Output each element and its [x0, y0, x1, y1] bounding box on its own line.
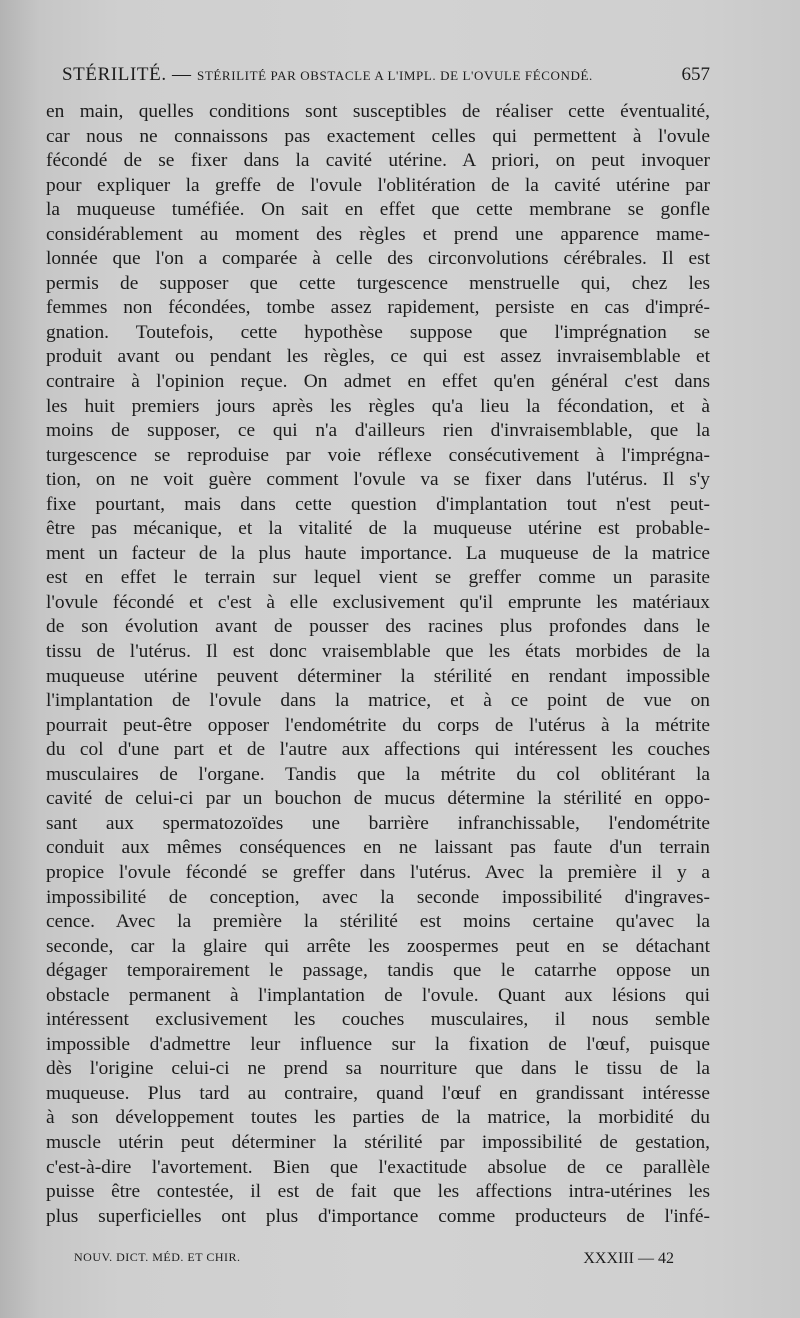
text-line: c'est-à-dire l'avortement. Bien que l'exactitude absolue de ce parallèle: [46, 1156, 710, 1178]
text-line: gnation. Toutefois, cette hypothèse suppose que l'imprégnation se: [46, 321, 710, 343]
text-line: permis de supposer que cette turgescence menstruelle qui, chez les: [46, 272, 710, 294]
text-line: est en effet le terrain sur lequel vient se greffer comme un parasite: [46, 567, 710, 589]
text-line: cence. Avec la première la stérilité est moins certaine qu'avec la: [46, 911, 710, 933]
header-title: [62, 64, 593, 86]
text-line: car nous ne connaissons pas exactement celles qui permettent à l'ovule: [46, 125, 710, 147]
text-line: sant aux spermatozoïdes une barrière infranchissable, l'endométrite: [46, 812, 710, 834]
header-section: STÉRILITÉ.: [62, 64, 167, 85]
text-line: impossibilité de conception, avec la seconde impossibilité d'ingraves-: [46, 886, 710, 908]
text-line: produit avant ou pendant les règles, ce qui est assez invraisemblable et: [46, 346, 710, 368]
text-line: être pas mécanique, et la vitalité de la muqueuse utérine est probable-: [46, 518, 710, 540]
text-line: impossible d'admettre leur influence sur la fixation de l'œuf, puisque: [46, 1033, 710, 1055]
text-line: muscle utérin peut déterminer la stérilité par impossibilité de gestation,: [46, 1131, 710, 1153]
text-line: intéressent exclusivement les couches musculaires, il nous semble: [46, 1009, 710, 1031]
text-line: la muqueuse tuméfiée. On sait en effet que cette membrane se gonfle: [46, 199, 710, 221]
footer-signature: XXXIII — 42: [583, 1250, 674, 1267]
text-line: à son développement toutes les parties de la matrice, la morbidité du: [46, 1107, 710, 1129]
text-line: cavité de celui-ci par un bouchon de mucus détermine la stérilité en oppo-: [46, 788, 710, 810]
text-line: en main, quelles conditions sont susceptibles de réaliser cette éventualité,: [46, 101, 710, 122]
text-line: contraire à l'opinion reçue. On admet en effet qu'en général c'est dans: [46, 371, 710, 393]
text-line: pourrait peut-être opposer l'endométrite du corps de l'utérus à la métrite: [46, 714, 710, 736]
page-number: 657: [681, 64, 710, 85]
text-line: pour expliquer la greffe de l'ovule l'oblitération de la cavité utérine par: [46, 174, 710, 196]
text-line: tissu de l'utérus. Il est donc vraisemblable que les états morbides de la: [46, 641, 710, 663]
text-line: musculaires de l'organe. Tandis que la métrite du col oblitérant la: [46, 763, 710, 785]
text-line: l'implantation de l'ovule dans la matrice, et à ce point de vue on: [46, 690, 710, 712]
header-subtitle: STÉRILITÉ PAR OBSTACLE A L'IMPL. DE L'OVULE FÉCONDÉ.: [197, 68, 593, 83]
text-line: turgescence se reproduise par voie réflexe consécutivement à l'imprégna-: [46, 444, 710, 466]
text-line: tion, on ne voit guère comment l'ovule va se fixer dans l'utérus. Il s'y: [46, 469, 710, 491]
text-line: muqueuse utérine peuvent déterminer la stérilité en rendant impossible: [46, 665, 710, 687]
text-line: de son évolution avant de pousser des racines plus profondes dans le: [46, 616, 710, 638]
text-line: considérablement au moment des règles et prend une apparence mame-: [46, 223, 710, 245]
text-line: seconde, car la glaire qui arrête les zoospermes peut en se détachant: [46, 935, 710, 957]
running-header: [62, 64, 710, 92]
text-line: propice l'ovule fécondé se greffer dans l'utérus. Avec la première il y a: [46, 861, 710, 883]
body-text: [46, 100, 710, 1229]
text-line: les huit premiers jours après les règles qu'a lieu la fécondation, et à: [46, 395, 710, 417]
text-line: du col d'une part et de l'autre aux affections qui intéressent les couches: [46, 739, 710, 761]
footer-source: NOUV. DICT. MÉD. ET CHIR.: [74, 1250, 241, 1264]
text-line: moins de supposer, ce qui n'a d'ailleurs rien d'invraisemblable, que la: [46, 420, 710, 442]
page-footer: [74, 1250, 674, 1268]
text-line: femmes non fécondées, tombe assez rapidement, persiste en cas d'impré-: [46, 297, 710, 319]
text-line: plus superficielles ont plus d'importance comme producteurs de l'infé-: [46, 1205, 710, 1227]
text-line: puisse être contestée, il est de fait que les affections intra-utérines les: [46, 1181, 710, 1203]
text-line: obstacle permanent à l'implantation de l'ovule. Quant aux lésions qui: [46, 984, 710, 1006]
text-line: conduit aux mêmes conséquences en ne laissant pas faute d'un terrain: [46, 837, 710, 859]
text-line: lonnée que l'on a comparée à celle des circonvolutions cérébrales. Il est: [46, 248, 710, 270]
text-line: fixe pourtant, mais dans cette question d'implantation tout n'est peut-: [46, 493, 710, 515]
text-line: dès l'origine celui-ci ne prend sa nourriture que dans le tissu de la: [46, 1058, 710, 1080]
text-line: muqueuse. Plus tard au contraire, quand l'œuf en grandissant intéresse: [46, 1082, 710, 1104]
text-line: fécondé de se fixer dans la cavité utérine. A priori, on peut invoquer: [46, 150, 710, 172]
text-line: ment un facteur de la plus haute importance. La muqueuse de la matrice: [46, 542, 710, 564]
text-line: l'ovule fécondé et c'est à elle exclusivement qu'il emprunte les matériaux: [46, 591, 710, 613]
text-line: dégager temporairement le passage, tandis que le catarrhe oppose un: [46, 960, 710, 982]
header-dash: —: [172, 64, 192, 85]
